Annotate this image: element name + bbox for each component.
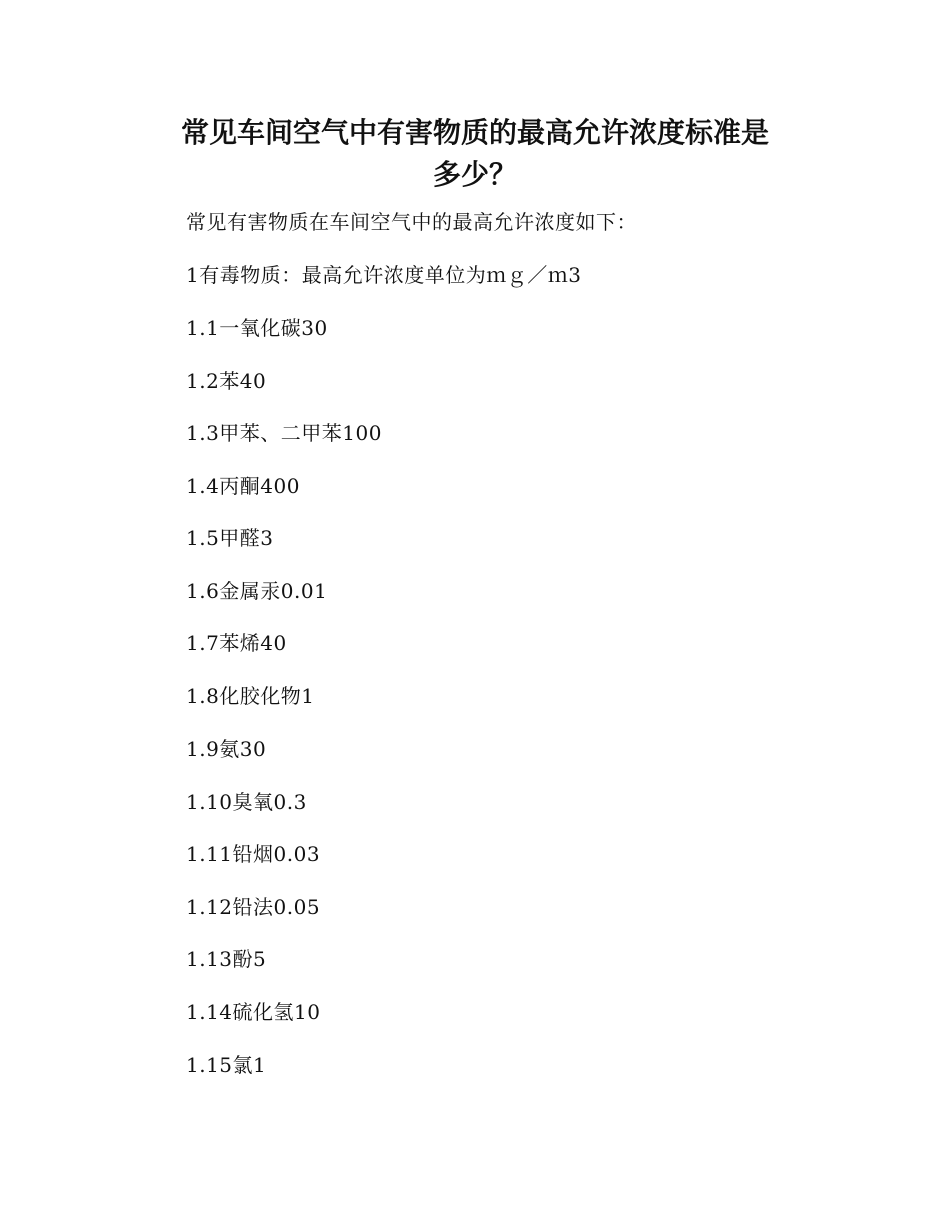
list-item: 1.9氨30 (186, 737, 267, 761)
list-item: 1.14硫化氢10 (186, 1000, 321, 1024)
list-item: 1.7苯烯40 (186, 631, 287, 655)
list-item: 1.13酚5 (186, 947, 267, 971)
list-item: 1.1一氧化碳30 (186, 316, 328, 340)
section-heading: 1有毒物质：最高允许浓度单位为ｍｇ／ｍ3 (186, 263, 582, 287)
list-item: 1.15氯1 (186, 1053, 267, 1077)
intro-paragraph: 常见有害物质在车间空气中的最高允许浓度如下： (186, 210, 637, 234)
list-item: 1.10臭氧0.3 (186, 790, 307, 814)
list-item: 1.8化胶化物1 (186, 684, 315, 708)
list-item: 1.12铅法0.05 (186, 895, 321, 919)
list-item: 1.5甲醛3 (186, 526, 274, 550)
document-title-line-2: 多少？ (432, 158, 517, 191)
document-title-line-1: 常见车间空气中有害物质的最高允许浓度标准是 (180, 116, 769, 149)
list-item: 1.3甲苯、二甲苯100 (186, 421, 382, 445)
list-item: 1.11铅烟0.03 (186, 842, 321, 866)
list-item: 1.2苯40 (186, 369, 267, 393)
list-item: 1.4丙酮400 (186, 474, 300, 498)
list-item: 1.6金属汞0.01 (186, 579, 328, 603)
